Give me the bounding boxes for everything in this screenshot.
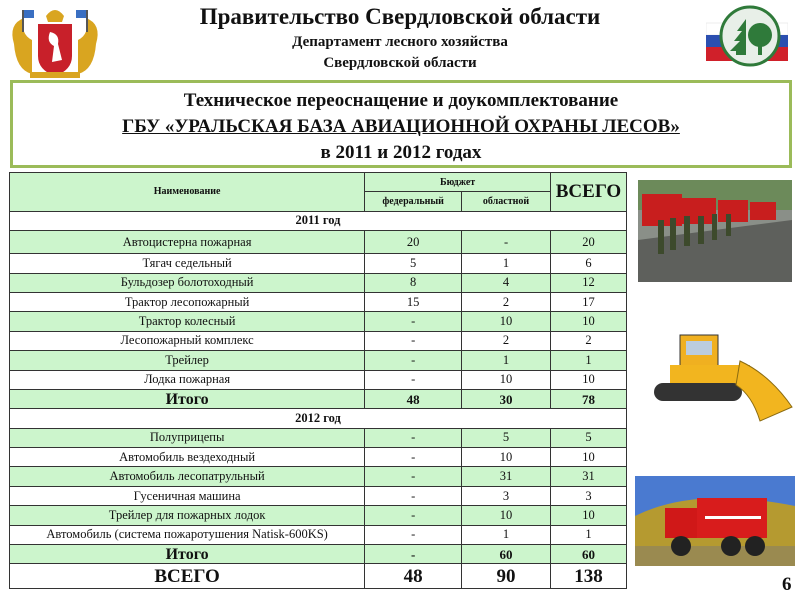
- cell-regional: 90: [462, 564, 551, 589]
- cell-federal: 15: [365, 292, 462, 311]
- table-row: [10, 331, 627, 350]
- cell-name: Тягач седельный: [10, 254, 365, 273]
- cell-regional: 4: [462, 273, 551, 292]
- table-row: [10, 312, 627, 331]
- cell-federal: -: [365, 486, 462, 505]
- cell-regional: 1: [462, 525, 551, 544]
- header-budget: Бюджет: [365, 173, 551, 192]
- cell-regional: 5: [462, 428, 551, 447]
- table-row: [10, 292, 627, 311]
- cell-federal: 48: [365, 389, 462, 408]
- cell-total: 138: [550, 564, 626, 589]
- title-line-3: в 2011 и 2012 годах: [320, 142, 482, 163]
- grand-total-row: [10, 564, 627, 589]
- cell-federal: -: [365, 448, 462, 467]
- header-federal: федеральный: [365, 192, 462, 211]
- cell-name: Итого: [10, 545, 365, 564]
- cell-total: 5: [550, 428, 626, 447]
- cell-total: 78: [550, 389, 626, 408]
- department-line-1: Департамент лесного хозяйства: [292, 34, 508, 50]
- cell-regional: 10: [462, 448, 551, 467]
- cell-regional: 30: [462, 389, 551, 408]
- cell-total: 10: [550, 448, 626, 467]
- cell-total: 6: [550, 254, 626, 273]
- cell-name: Гусеничная машина: [10, 486, 365, 505]
- table-row: [10, 370, 627, 389]
- cell-federal: -: [365, 370, 462, 389]
- subtotal-2012-row: [10, 545, 627, 564]
- cell-total: 20: [550, 231, 626, 254]
- cell-total: 1: [550, 525, 626, 544]
- cell-name: Автоцистерна пожарная: [10, 231, 365, 254]
- cell-federal: -: [365, 525, 462, 544]
- cell-federal: -: [365, 351, 462, 370]
- department-line-2: Свердловской области: [323, 55, 477, 71]
- cell-name: Автомобиль лесопатрульный: [10, 467, 365, 486]
- table-row: [10, 448, 627, 467]
- cell-regional: 1: [462, 351, 551, 370]
- cell-name: Трактор лесопожарный: [10, 292, 365, 311]
- cell-regional: 3: [462, 486, 551, 505]
- cell-name: Лесопожарный комплекс: [10, 331, 365, 350]
- cell-name: Автомобиль вездеходный: [10, 448, 365, 467]
- cell-federal: -: [365, 545, 462, 564]
- cell-federal: -: [365, 331, 462, 350]
- cell-federal: 20: [365, 231, 462, 254]
- cell-name: Трактор колесный: [10, 312, 365, 331]
- cell-total: 10: [550, 370, 626, 389]
- cell-total: 2: [550, 331, 626, 350]
- header-name: Наименование: [10, 173, 365, 212]
- title-line-1: Техническое переоснащение и доукомплектование: [183, 90, 619, 111]
- subtotal-2011-row: [10, 389, 627, 408]
- year-2012-label: 2012 год: [10, 409, 627, 428]
- cell-total: 10: [550, 312, 626, 331]
- cell-regional: 10: [462, 506, 551, 525]
- cell-name: Итого: [10, 389, 365, 408]
- cell-federal: -: [365, 428, 462, 447]
- table-row: [10, 428, 627, 447]
- rows-2012: [10, 428, 627, 544]
- cell-regional: -: [462, 231, 551, 254]
- table-row: [10, 351, 627, 370]
- table-row: [10, 486, 627, 505]
- cell-name: Бульдозер болотоходный: [10, 273, 365, 292]
- title-line-2: ГБУ «УРАЛЬСКАЯ БАЗА АВИАЦИОННОЙ ОХРАНЫ ЛЕСОВ»: [122, 116, 680, 137]
- cell-total: 10: [550, 506, 626, 525]
- cell-name: ВСЕГО: [10, 564, 365, 589]
- table-row: [10, 254, 627, 273]
- cell-regional: 10: [462, 312, 551, 331]
- header-total: ВСЕГО: [550, 173, 626, 212]
- cell-federal: -: [365, 506, 462, 525]
- table-row: [10, 273, 627, 292]
- page-number: 6: [782, 574, 792, 595]
- cell-name: Автомобиль (система пожаротушения Natisk-600KS): [10, 525, 365, 544]
- cell-total: 17: [550, 292, 626, 311]
- slide-title-box: [10, 80, 792, 168]
- fire-trucks-lineup-photo: [638, 180, 792, 282]
- year-2011-label: 2011 год: [10, 211, 627, 230]
- cell-name: Трейлер: [10, 351, 365, 370]
- table-row: [10, 506, 627, 525]
- cell-regional: 1: [462, 254, 551, 273]
- cell-total: 3: [550, 486, 626, 505]
- organization-title: Правительство Свердловской области: [199, 4, 601, 29]
- rows-2011: [10, 231, 627, 390]
- cell-name: Полуприцепы: [10, 428, 365, 447]
- cell-name: Трейлер для пожарных лодок: [10, 506, 365, 525]
- cell-total: 31: [550, 467, 626, 486]
- bulldozer-photo: [640, 325, 795, 425]
- cell-federal: 5: [365, 254, 462, 273]
- cell-federal: -: [365, 467, 462, 486]
- cell-regional: 31: [462, 467, 551, 486]
- cell-total: 1: [550, 351, 626, 370]
- cell-regional: 60: [462, 545, 551, 564]
- cell-federal: 8: [365, 273, 462, 292]
- cell-name: Лодка пожарная: [10, 370, 365, 389]
- year-2012-row: [10, 409, 627, 428]
- table-row: [10, 231, 627, 254]
- cell-total: 12: [550, 273, 626, 292]
- table-row: [10, 467, 627, 486]
- table-row: [10, 525, 627, 544]
- cell-regional: 2: [462, 331, 551, 350]
- forestry-department-logo: [706, 5, 788, 67]
- table-header-row: [10, 173, 627, 192]
- year-2011-row: [10, 211, 627, 230]
- cell-federal: -: [365, 312, 462, 331]
- fire-truck-field-photo: [635, 476, 795, 566]
- equipment-table: [9, 172, 627, 589]
- cell-total: 60: [550, 545, 626, 564]
- cell-federal: 48: [365, 564, 462, 589]
- cell-regional: 2: [462, 292, 551, 311]
- header-regional: областной: [462, 192, 551, 211]
- cell-regional: 10: [462, 370, 551, 389]
